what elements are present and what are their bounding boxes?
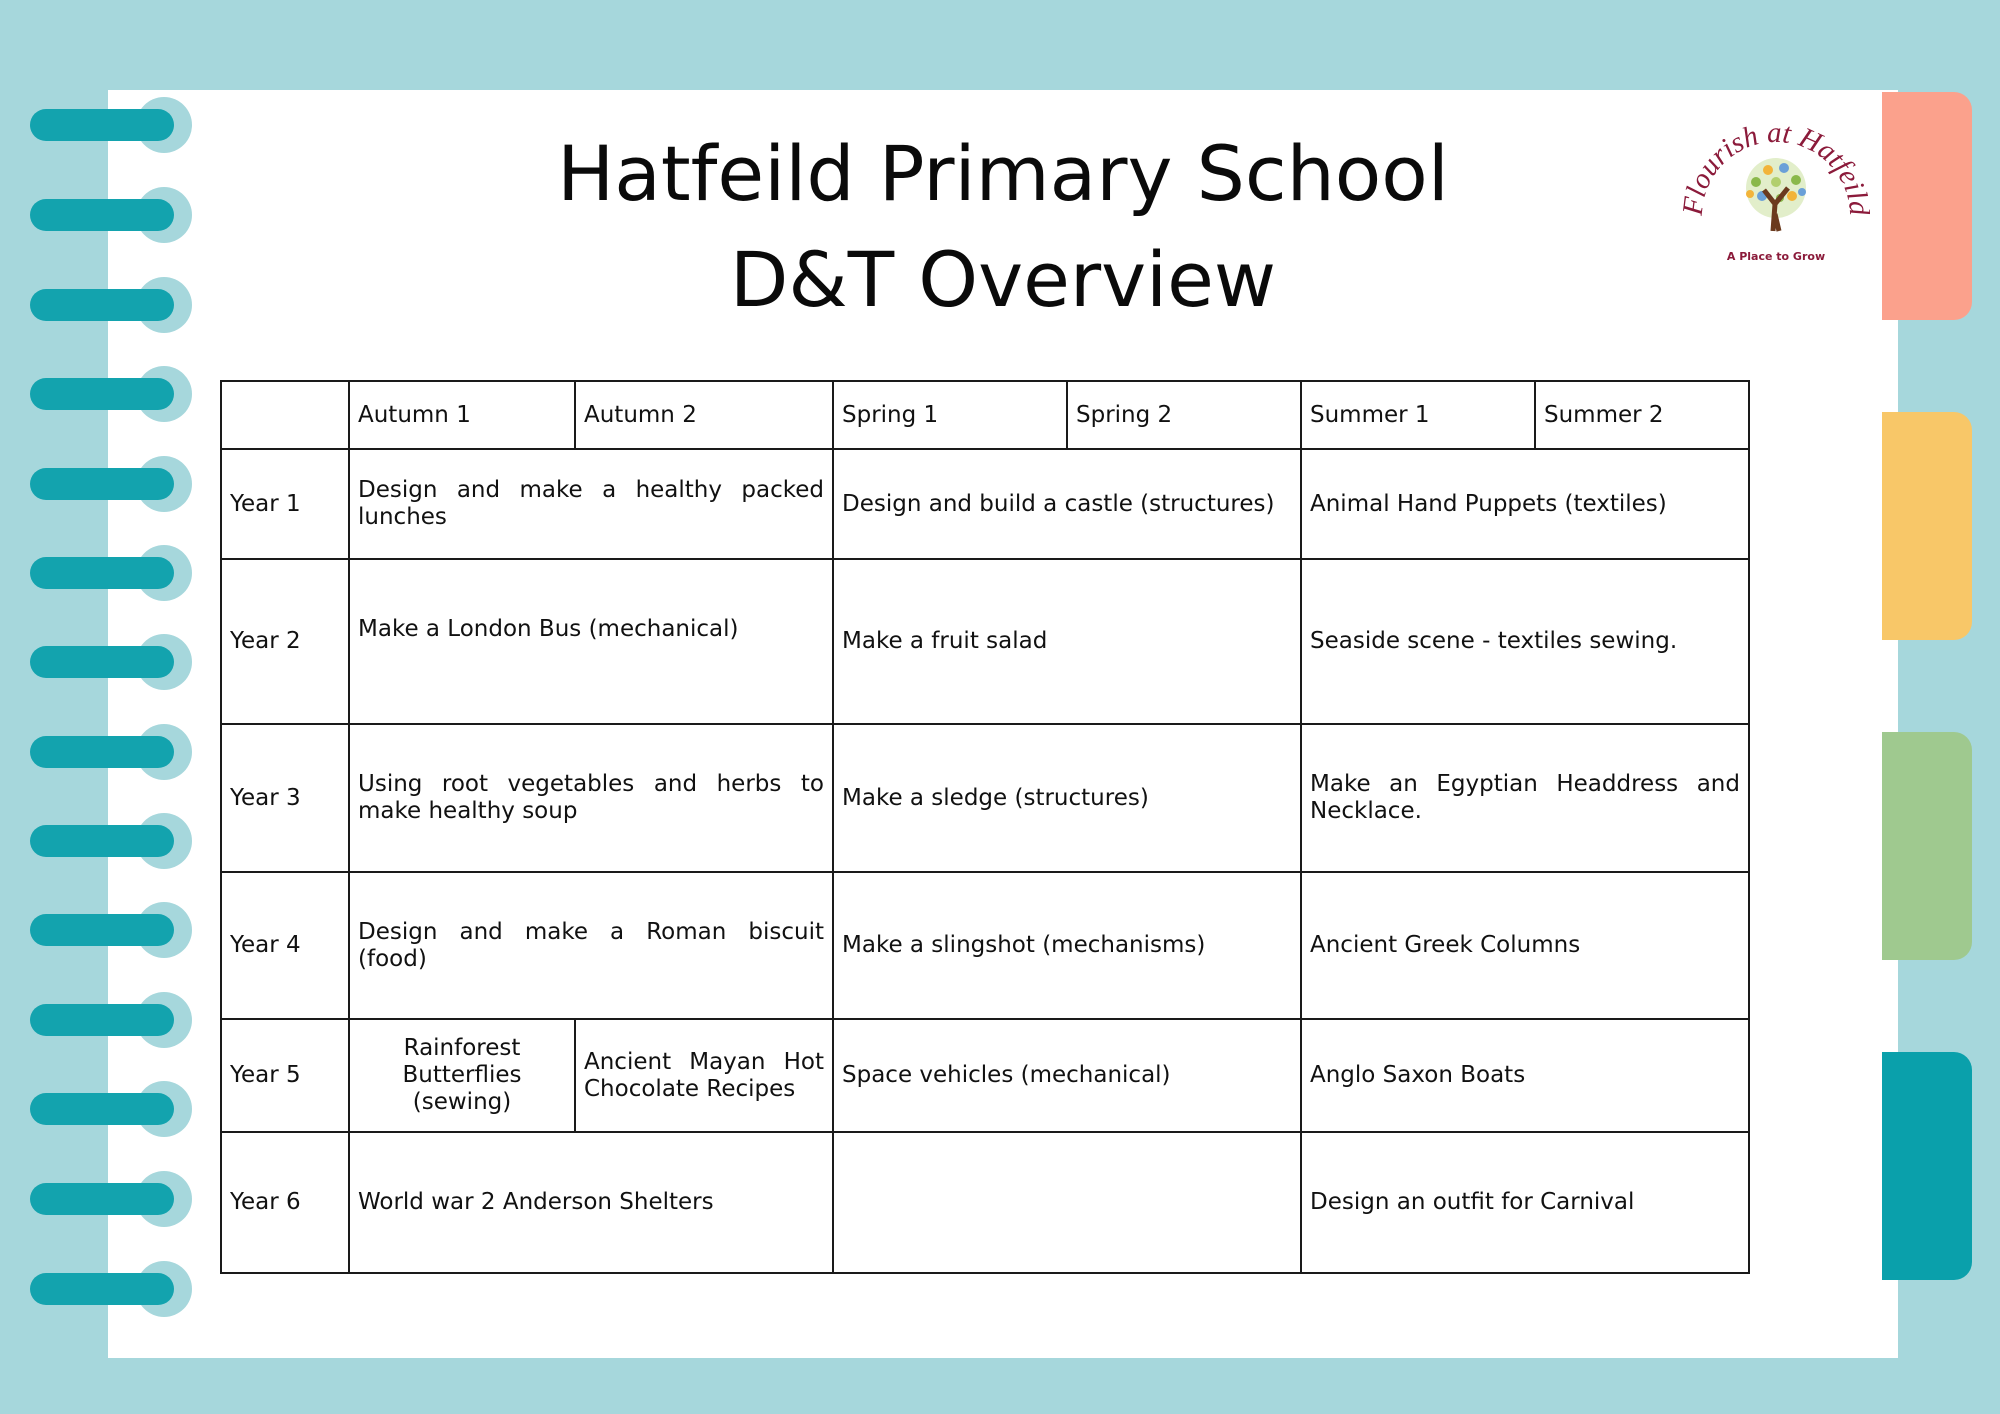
binding-ring-icon: [30, 992, 186, 1048]
summer-cell: Anglo Saxon Boats: [1301, 1019, 1749, 1132]
tree-logo-icon: [1680, 96, 1870, 272]
summer-cell: Animal Hand Puppets (textiles): [1301, 449, 1749, 559]
logo-arc-text: Flourish at Hatfeil: [1680, 116, 1870, 217]
autumn-cell: Design and make a Roman biscuit (food): [349, 872, 833, 1019]
year-label: Year 4: [221, 872, 349, 1019]
page-subtitle: D&T Overview: [729, 235, 1277, 324]
spring-cell: Make a slingshot (mechanisms): [833, 872, 1301, 1019]
table-row: [221, 1132, 1749, 1273]
year-label: Year 6: [221, 1132, 349, 1273]
binding-ring-icon: [30, 1171, 186, 1227]
dt-overview-table: [220, 380, 1750, 1274]
spring-cell: Space vehicles (mechanical): [833, 1019, 1301, 1132]
header-summer-2: Summer 2: [1535, 381, 1749, 449]
autumn-cell: [349, 559, 833, 724]
year-label: Year 1: [221, 449, 349, 559]
autumn-1-cell: Rainforest Butterflies (sewing): [349, 1019, 575, 1132]
year-label: Year 3: [221, 724, 349, 872]
summer-cell: Make an Egyptian Headdress and Necklace.: [1301, 724, 1749, 872]
header-cell-blank: [221, 381, 349, 449]
summer-cell: Seaside scene - textiles sewing.: [1301, 559, 1749, 724]
autumn-cell-text: Make a London Bus (mechanical): [358, 616, 739, 642]
table-row: [221, 1019, 1749, 1132]
table-row: [221, 872, 1749, 1019]
binding-ring-icon: [30, 545, 186, 601]
binding-ring-icon: [30, 902, 186, 958]
header-autumn-1: Autumn 1: [349, 381, 575, 449]
autumn-2-cell: Ancient Mayan Hot Chocolate Recipes: [575, 1019, 833, 1132]
header-row: [221, 381, 1749, 449]
logo-tagline: A Place to Grow: [1726, 250, 1826, 263]
year-label: Year 2: [221, 559, 349, 724]
binding-ring-icon: [30, 456, 186, 512]
header-summer-1: Summer 1: [1301, 381, 1535, 449]
page-title: Hatfeild Primary School: [557, 129, 1449, 218]
binding-ring-icon: [30, 366, 186, 422]
header-autumn-2: Autumn 2: [575, 381, 833, 449]
summer-cell: Design an outfit for Carnival: [1301, 1132, 1749, 1273]
binding-ring-icon: [30, 1261, 186, 1317]
divider-tab-yellow[interactable]: [1882, 412, 1972, 640]
divider-tab-teal[interactable]: [1882, 1052, 1972, 1280]
autumn-cell: World war 2 Anderson Shelters: [349, 1132, 833, 1273]
spring-cell: [833, 1132, 1301, 1273]
spring-cell: Design and build a castle (structures): [833, 449, 1301, 559]
spring-cell: Make a sledge (structures): [833, 724, 1301, 872]
table-row: [221, 559, 1749, 724]
school-logo: [1680, 96, 1870, 272]
header-spring-2: Spring 2: [1067, 381, 1301, 449]
binding-ring-icon: [30, 813, 186, 869]
autumn-cell: Using root vegetables and herbs to make healthy soup: [349, 724, 833, 872]
year-label: Year 5: [221, 1019, 349, 1132]
binding-ring-icon: [30, 724, 186, 780]
header-spring-1: Spring 1: [833, 381, 1067, 449]
binding-ring-icon: [30, 634, 186, 690]
autumn-cell: Design and make a healthy packed lunches: [349, 449, 833, 559]
table-row: [221, 449, 1749, 559]
table-row: [221, 724, 1749, 872]
spring-cell: Make a fruit salad: [833, 559, 1301, 724]
binding-ring-icon: [30, 1081, 186, 1137]
divider-tab-green[interactable]: [1882, 732, 1972, 960]
summer-cell: Ancient Greek Columns: [1301, 872, 1749, 1019]
